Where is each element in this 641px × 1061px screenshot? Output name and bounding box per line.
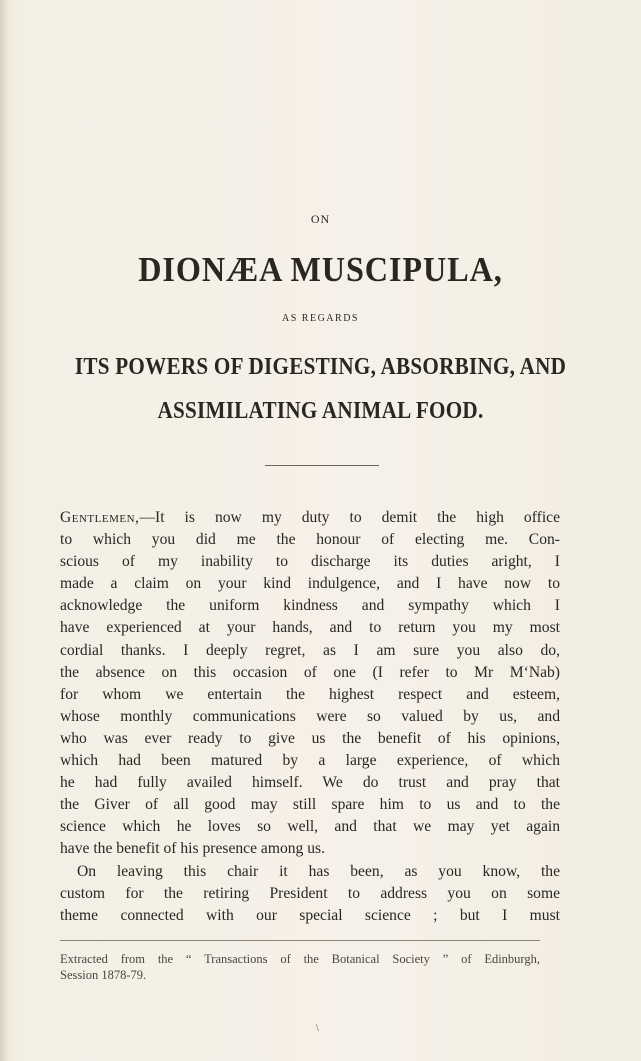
body-line: the absence on this occasion of one (I refer to Mr M‘Nab) xyxy=(60,663,560,681)
body-line: for whom we entertain the highest respect and esteem, xyxy=(60,685,560,703)
body-line-first xyxy=(60,507,560,529)
page-edge xyxy=(0,0,8,1061)
body-line: he had fully availed himself. We do trust and pray that xyxy=(60,774,560,792)
body-line: made a claim on your kind indulgence, and I have now to xyxy=(60,575,560,593)
body-text xyxy=(60,507,560,927)
body-line: scious of my inability to discharge its duties aright, I xyxy=(60,553,560,571)
subtitle-line-2: ASSIMILATING ANIMAL FOOD. xyxy=(157,398,484,424)
body-line: cordial thanks. I deeply regret, as I am sure you also do, xyxy=(60,641,560,659)
body-line: the Giver of all good may still spare him to us and to the xyxy=(60,796,560,814)
title-divider xyxy=(265,465,379,466)
salutation: Gentlemen, xyxy=(60,509,140,526)
body-line: which had been matured by a large experience, of which xyxy=(60,752,560,770)
body-line: theme connected with our special science ; but I must xyxy=(60,906,560,924)
footnote-line-1: Extracted from the “ Transactions of the Botanical Society ” of Edinburgh, xyxy=(60,952,540,966)
footnote-line-2: Session 1878-79. xyxy=(60,968,147,982)
body-line: acknowledge the uniform kindness and sympathy which I xyxy=(60,597,560,615)
heading-as-regards: AS REGARDS xyxy=(282,313,359,324)
body-line-para-start: On leaving this chair it has been, as you know, the xyxy=(77,862,560,880)
heading-on: ON xyxy=(310,212,331,226)
body-line-para-end: have the benefit of his presence among us. xyxy=(60,840,326,858)
subtitle-line-1: ITS POWERS OF DIGESTING, ABSORBING, AND xyxy=(74,354,567,380)
body-line: custom for the retiring President to address you on some xyxy=(60,884,560,902)
body-line: who was ever ready to give us the benefit of his opinions, xyxy=(60,729,560,747)
printer-mark: \ xyxy=(316,1023,319,1034)
main-title: DIONÆA MUSCIPULA, xyxy=(138,250,503,289)
body-line: science which he loves so well, and that we may yet again xyxy=(60,818,560,836)
footnote xyxy=(60,951,540,983)
body-line: whose monthly communications were so valued by us, and xyxy=(60,707,560,725)
footnote-divider xyxy=(60,940,540,941)
body-line: to which you did me the honour of electing me. Con- xyxy=(60,531,560,549)
body-line-0-rest: —It is now my duty to demit the high office xyxy=(139,509,560,526)
body-line: have experienced at your hands, and to return you my most xyxy=(60,619,560,637)
